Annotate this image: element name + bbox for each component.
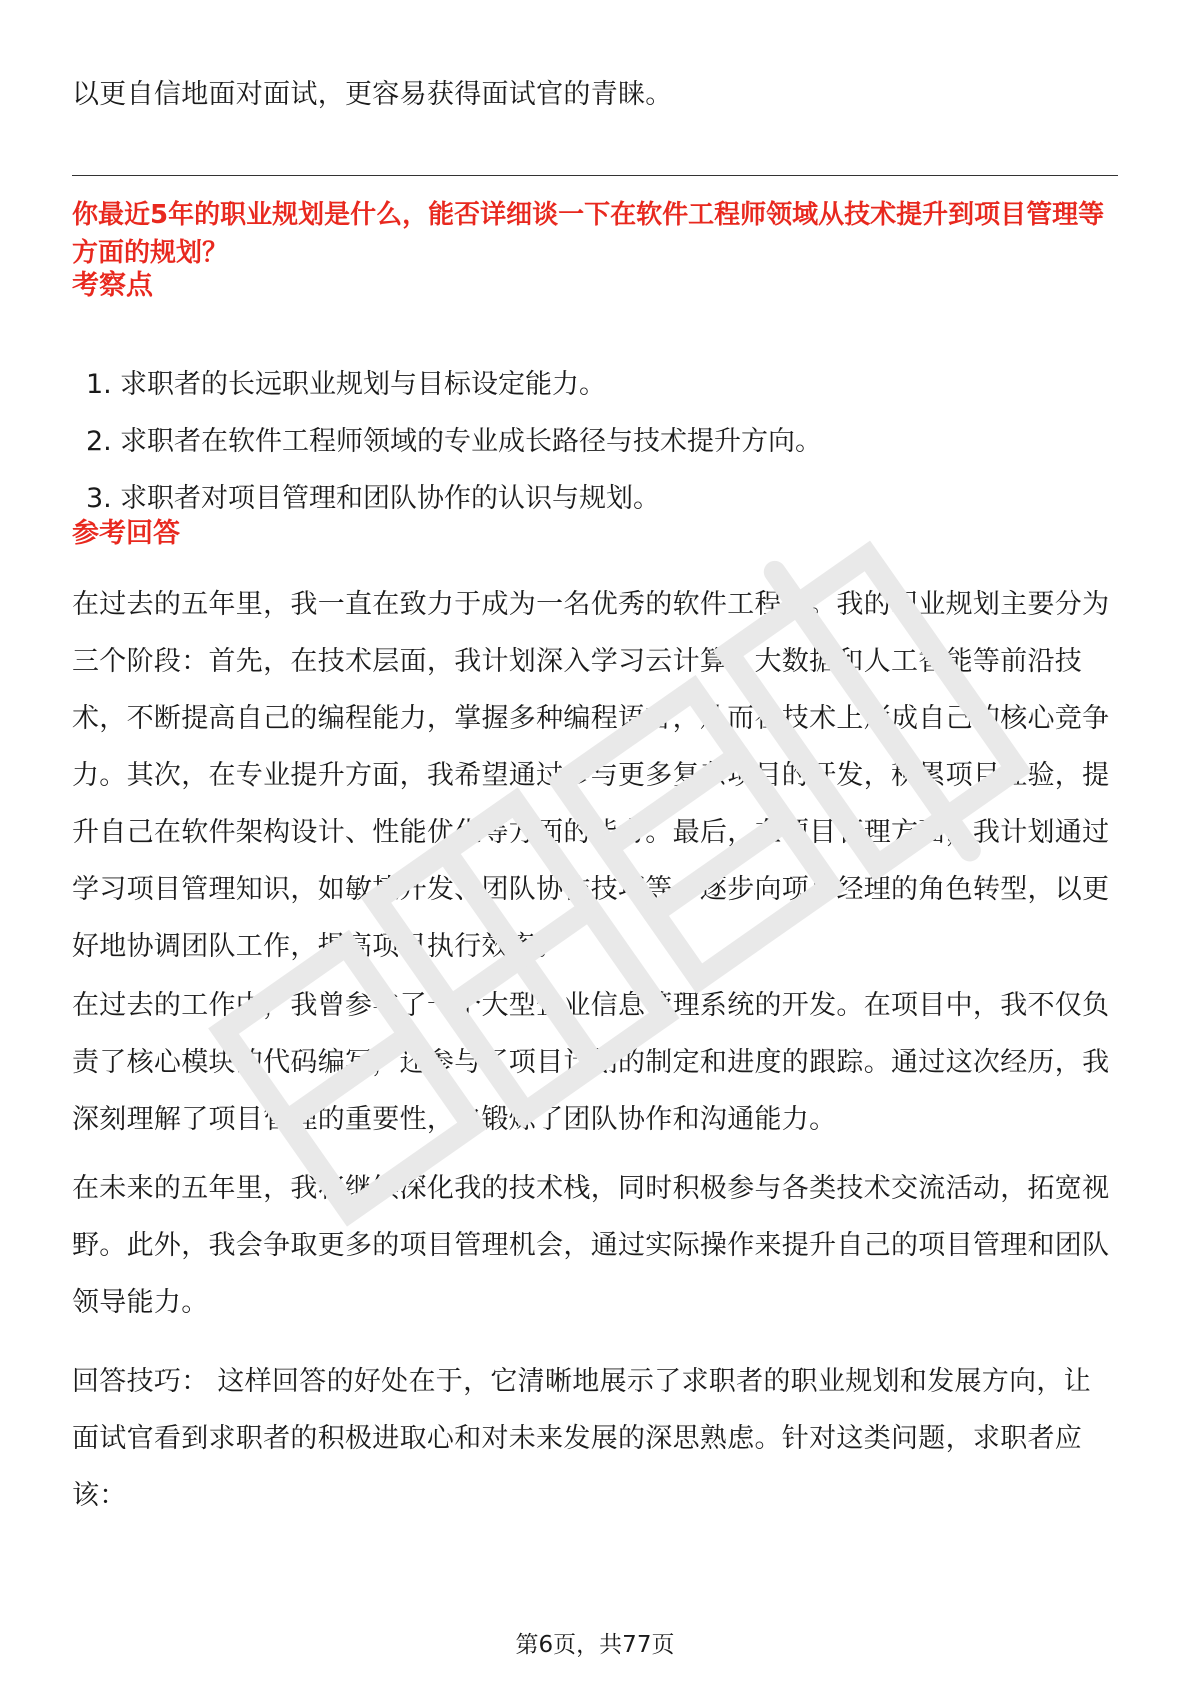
list-item-text: 求职者在软件工程师领域的专业成长路径与技术提升方向。 <box>120 426 822 457</box>
list-item-number: 3. <box>86 483 112 514</box>
answer-tips-paragraph: 回答技巧： 这样回答的好处在于，它清晰地展示了求职者的职业规划和发展方向，让面试官看到求职者的积极进取心和对未来发展的深思熟虑。针对这类问题，求职者应该： <box>72 1366 1091 1511</box>
question-title: 你最近5年的职业规划是什么，能否详细谈一下在软件工程师领域从技术提升到项目管理等方面的规划？ <box>72 200 1105 268</box>
page-footer: 第6页，共77页 <box>515 1632 675 1658</box>
examination-points-list <box>72 356 1118 527</box>
section-divider <box>72 175 1118 176</box>
list-item <box>72 470 1118 527</box>
examination-heading: 考察点 <box>72 270 153 301</box>
answer-paragraph-3: 在未来的五年里，我将继续深化我的技术栈，同时积极参与各类技术交流活动，拓宽视野。此外，我会争取更多的项目管理机会，通过实际操作来提升自己的项目管理和团队领导能力。 <box>72 1173 1110 1318</box>
lead-text: 以更自信地面对面试，更容易获得面试官的青睐。 <box>72 79 673 110</box>
reference-heading: 参考回答 <box>72 518 180 549</box>
list-item <box>72 356 1118 413</box>
answer-paragraph-1: 在过去的五年里，我一直在致力于成为一名优秀的软件工程师。我的职业规划主要分为三个阶段：首先，在技术层面，我计划深入学习云计算、大数据和人工智能等前沿技术，不断提高自己的编程能力，掌握多种编程语言，从而在技术上形成自己的核心竞争力。其次，在专业提升方面，我希望通过参与更多复杂项目的开发，积累项目经验，提升自己在软件架构设计、性能优化等方面的能力。最后，在项目管理方面，我计划通过学习项目管理知识，如敏捷开发、团队协作技巧等，逐步向项目经理的角色转型，以更好地协调团队工作，提高项目执行效率。 <box>72 589 1110 962</box>
list-item-number: 2. <box>86 426 112 457</box>
list-item-number: 1. <box>86 369 112 400</box>
list-item-text: 求职者的长远职业规划与目标设定能力。 <box>120 369 606 400</box>
list-item-text: 求职者对项目管理和团队协作的认识与规划。 <box>120 483 660 514</box>
answer-paragraph-2: 在过去的工作中，我曾参与了一个大型企业信息管理系统的开发。在项目中，我不仅负责了核心模块的代码编写，还参与了项目计划的制定和进度的跟踪。通过这次经历，我深刻理解了项目管理的重要性，也锻炼了团队协作和沟通能力。 <box>72 990 1110 1135</box>
list-item <box>72 413 1118 470</box>
document-page <box>72 0 1118 1684</box>
